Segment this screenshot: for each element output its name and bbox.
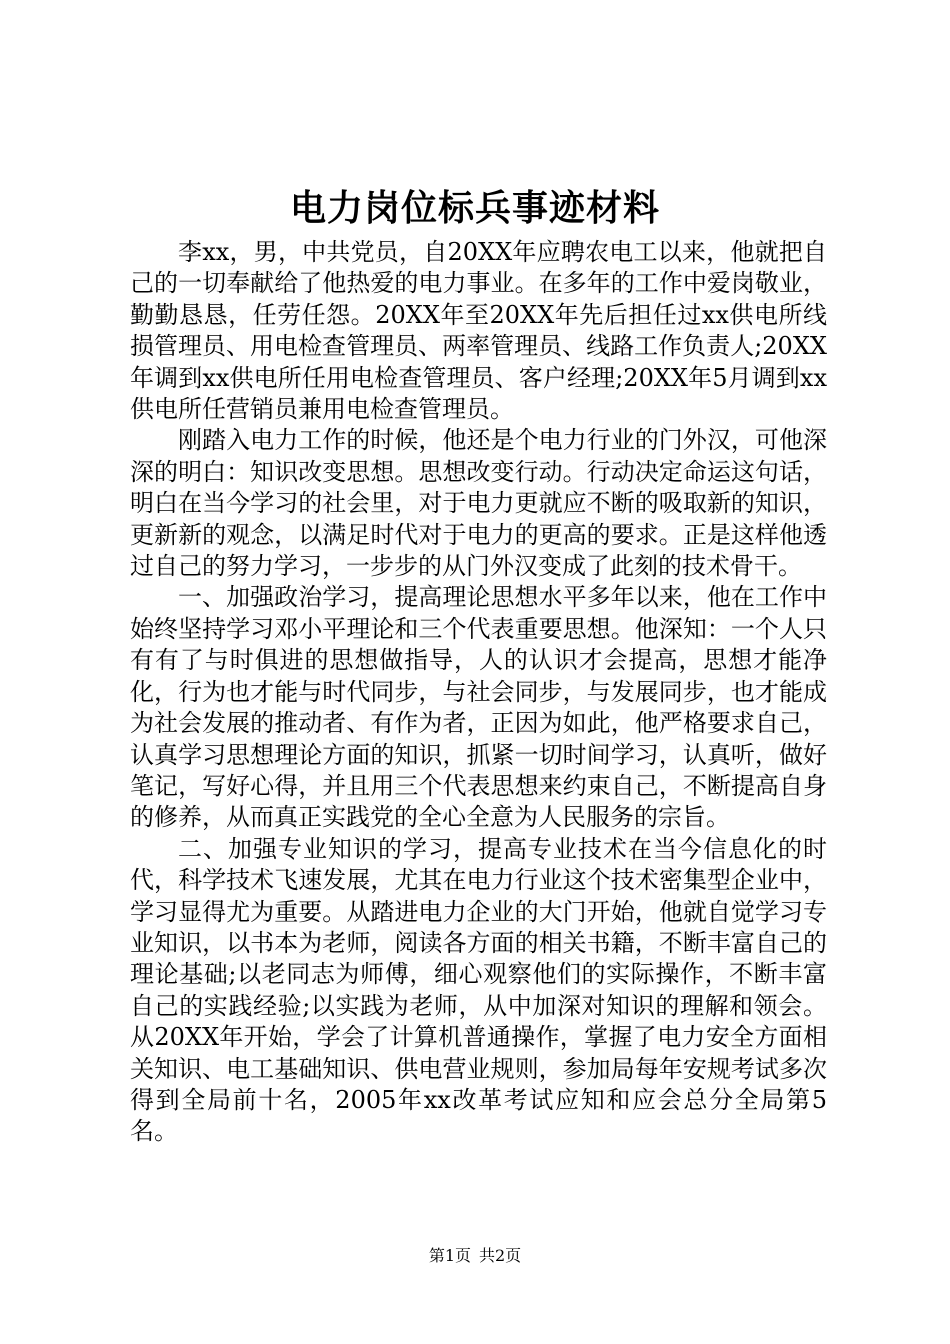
- document-title: 电力岗位标兵事迹材料: [289, 187, 660, 229]
- body-paragraph-1: 李xx，男，中共党员，自20XX年应聘农电工以来，他就把自己的一切奉献给了他热爱的电力事业。在多年的工作中爱岗敬业，勤勤恳恳，任劳任怨。20XX年至20XX年先后担任过xx供电所线损管理员、用电检查管理员、两率管理员、线路工作负责人;20XX年调到xx供电所任用电检查管理员、客户经理;20XX年5月调到xx供电所任营销员兼用电检查管理员。: [130, 238, 827, 424]
- page-number-current: 第1页: [428, 1246, 471, 1265]
- body-paragraph-4: 二、加强专业知识的学习，提高专业技术在当今信息化的时代，科学技术飞速发展，尤其在电力行业这个技术密集型企业中，学习显得尤为重要。从踏进电力企业的大门开始，他就自觉学习专业知识，以书本为老师，阅读各方面的相关书籍，不断丰富自己的理论基础;以老同志为师傅，细心观察他们的实际操作，不断丰富自己的实践经验;以实践为老师，从中加深对知识的理解和领会。从20XX年开始，学会了计算机普通操作，掌握了电力安全方面相关知识、电工基础知识、供电营业规则，参加局每年安规考试多次得到全局前十名，2005年xx改革考试应知和应会总分全局第5名。: [130, 834, 827, 1146]
- document-body: [130, 237, 827, 1148]
- body-paragraph-2: 刚踏入电力工作的时候，他还是个电力行业的门外汉，可他深深的明白：知识改变思想。思想改变行动。行动决定命运这句话，明白在当今学习的社会里，对于电力更就应不断的吸取新的知识，更新新的观念，以满足时代对于电力的更高的要求。正是这样他透过自己的努力学习，一步步的从门外汉变成了此刻的技术骨干。: [130, 426, 827, 581]
- body-paragraph-3: 一、加强政治学习，提高理论思想水平多年以来，他在工作中始终坚持学习邓小平理论和三个代表重要思想。他深知：一个人只有有了与时俱进的思想做指导，人的认识才会提高，思想才能净化，行为也才能与时代同步，与社会同步，与发展同步，也才能成为社会发展的推动者、有作为者，正因为如此，他严格要求自己，认真学习思想理论方面的知识，抓紧一切时间学习，认真听，做好笔记，写好心得，并且用三个代表思想来约束自己，不断提高自身的修养，从而真正实践党的全心全意为人民服务的宗旨。: [130, 583, 827, 832]
- page-number-total: 共2页: [479, 1246, 522, 1265]
- page-footer: [0, 1246, 950, 1266]
